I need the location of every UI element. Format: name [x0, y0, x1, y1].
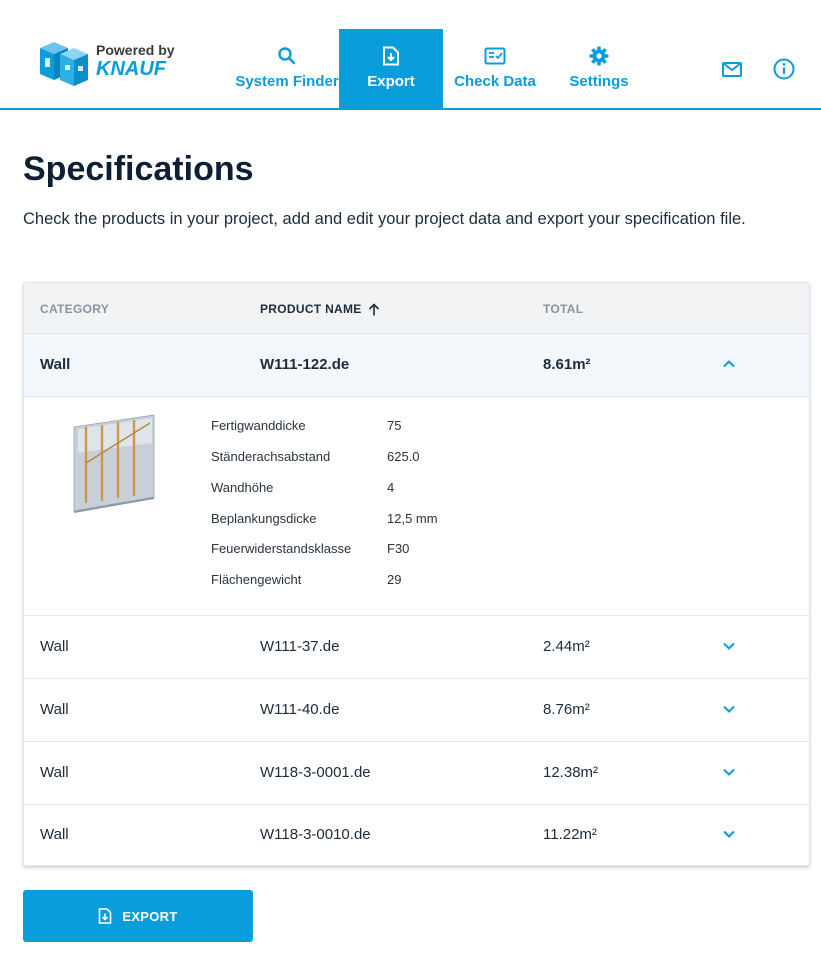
- file-export-icon: [380, 45, 402, 67]
- row-product-name: W111-37.de: [260, 638, 340, 655]
- table-row[interactable]: [24, 616, 809, 679]
- detail-label: Wandhöhe: [211, 480, 274, 495]
- column-header-product-name[interactable]: [260, 302, 380, 316]
- ps-logo-icon: [34, 36, 92, 90]
- wall-product-thumbnail: [72, 413, 162, 513]
- row-product-name: W111-122.de: [260, 356, 350, 373]
- detail-label: Feuerwiderstandsklasse: [211, 541, 352, 556]
- detail-label: Fertigwanddicke: [211, 418, 306, 433]
- nav-label: Settings: [569, 73, 629, 90]
- detail-value: 12,5 mm: [387, 511, 438, 526]
- row-category: Wall: [40, 638, 69, 655]
- chevron-down-icon[interactable]: [721, 764, 737, 780]
- column-header-total[interactable]: TOTAL: [543, 302, 584, 316]
- powered-by-label: Powered by: [96, 42, 175, 58]
- row-category: Wall: [40, 826, 69, 843]
- detail-label: Beplankungsdicke: [211, 511, 317, 526]
- mail-icon[interactable]: [720, 57, 744, 81]
- chevron-down-icon[interactable]: [721, 826, 737, 842]
- row-total: 2.44m²: [543, 638, 590, 655]
- detail-value: 29: [387, 572, 402, 587]
- product-detail-panel: [24, 397, 809, 616]
- detail-value: F30: [387, 541, 410, 556]
- specifications-table: [23, 282, 810, 866]
- nav-system-finder[interactable]: [235, 29, 339, 108]
- row-total: 8.61m²: [543, 356, 591, 373]
- column-header-label: PRODUCT NAME: [260, 302, 362, 316]
- row-total: 8.76m²: [543, 701, 590, 718]
- column-header-category[interactable]: CATEGORY: [40, 302, 110, 316]
- detail-label: Ständerachsabstand: [211, 449, 331, 464]
- table-row[interactable]: [24, 742, 809, 805]
- chevron-down-icon[interactable]: [721, 701, 737, 717]
- row-total: 12.38m²: [543, 764, 599, 781]
- gear-icon: [588, 45, 610, 67]
- detail-value: 625.0: [387, 449, 420, 464]
- row-product-name: W118-3-0010.de: [260, 826, 371, 843]
- row-category: Wall: [40, 701, 69, 718]
- page-description: Check the products in your project, add and edit your project data and export your specification file.: [23, 210, 746, 228]
- detail-value: 75: [387, 418, 402, 433]
- table-row[interactable]: [24, 804, 809, 866]
- table-row[interactable]: [24, 334, 809, 397]
- row-category: Wall: [40, 356, 71, 373]
- sort-ascending-icon: [368, 303, 380, 316]
- info-icon[interactable]: [772, 57, 796, 81]
- row-product-name: W111-40.de: [260, 701, 340, 718]
- nav-label: System Finder: [235, 73, 339, 90]
- row-total: 11.22m²: [543, 826, 597, 843]
- checklist-icon: [484, 45, 506, 67]
- nav-label: Check Data: [454, 73, 536, 90]
- nav-settings[interactable]: [547, 29, 651, 108]
- page-title: Specifications: [23, 150, 254, 188]
- chevron-down-icon[interactable]: [721, 638, 737, 654]
- knauf-brand: KNAUF: [96, 58, 166, 80]
- row-category: Wall: [40, 764, 69, 781]
- table-row[interactable]: [24, 679, 809, 742]
- file-export-icon: [98, 908, 112, 924]
- nav-check-data[interactable]: [443, 29, 547, 108]
- export-button[interactable]: [23, 890, 253, 942]
- nav-label: Export: [367, 73, 415, 90]
- app-header: [0, 0, 821, 110]
- search-icon: [276, 45, 298, 67]
- main-nav: [235, 29, 651, 108]
- logo[interactable]: [34, 36, 184, 96]
- nav-export[interactable]: [339, 29, 443, 108]
- detail-label: Flächengewicht: [211, 572, 302, 587]
- table-header: [24, 283, 809, 334]
- row-product-name: W118-3-0001.de: [260, 764, 371, 781]
- detail-value: 4: [387, 480, 395, 495]
- chevron-up-icon[interactable]: [721, 356, 737, 372]
- export-button-label: EXPORT: [122, 908, 178, 924]
